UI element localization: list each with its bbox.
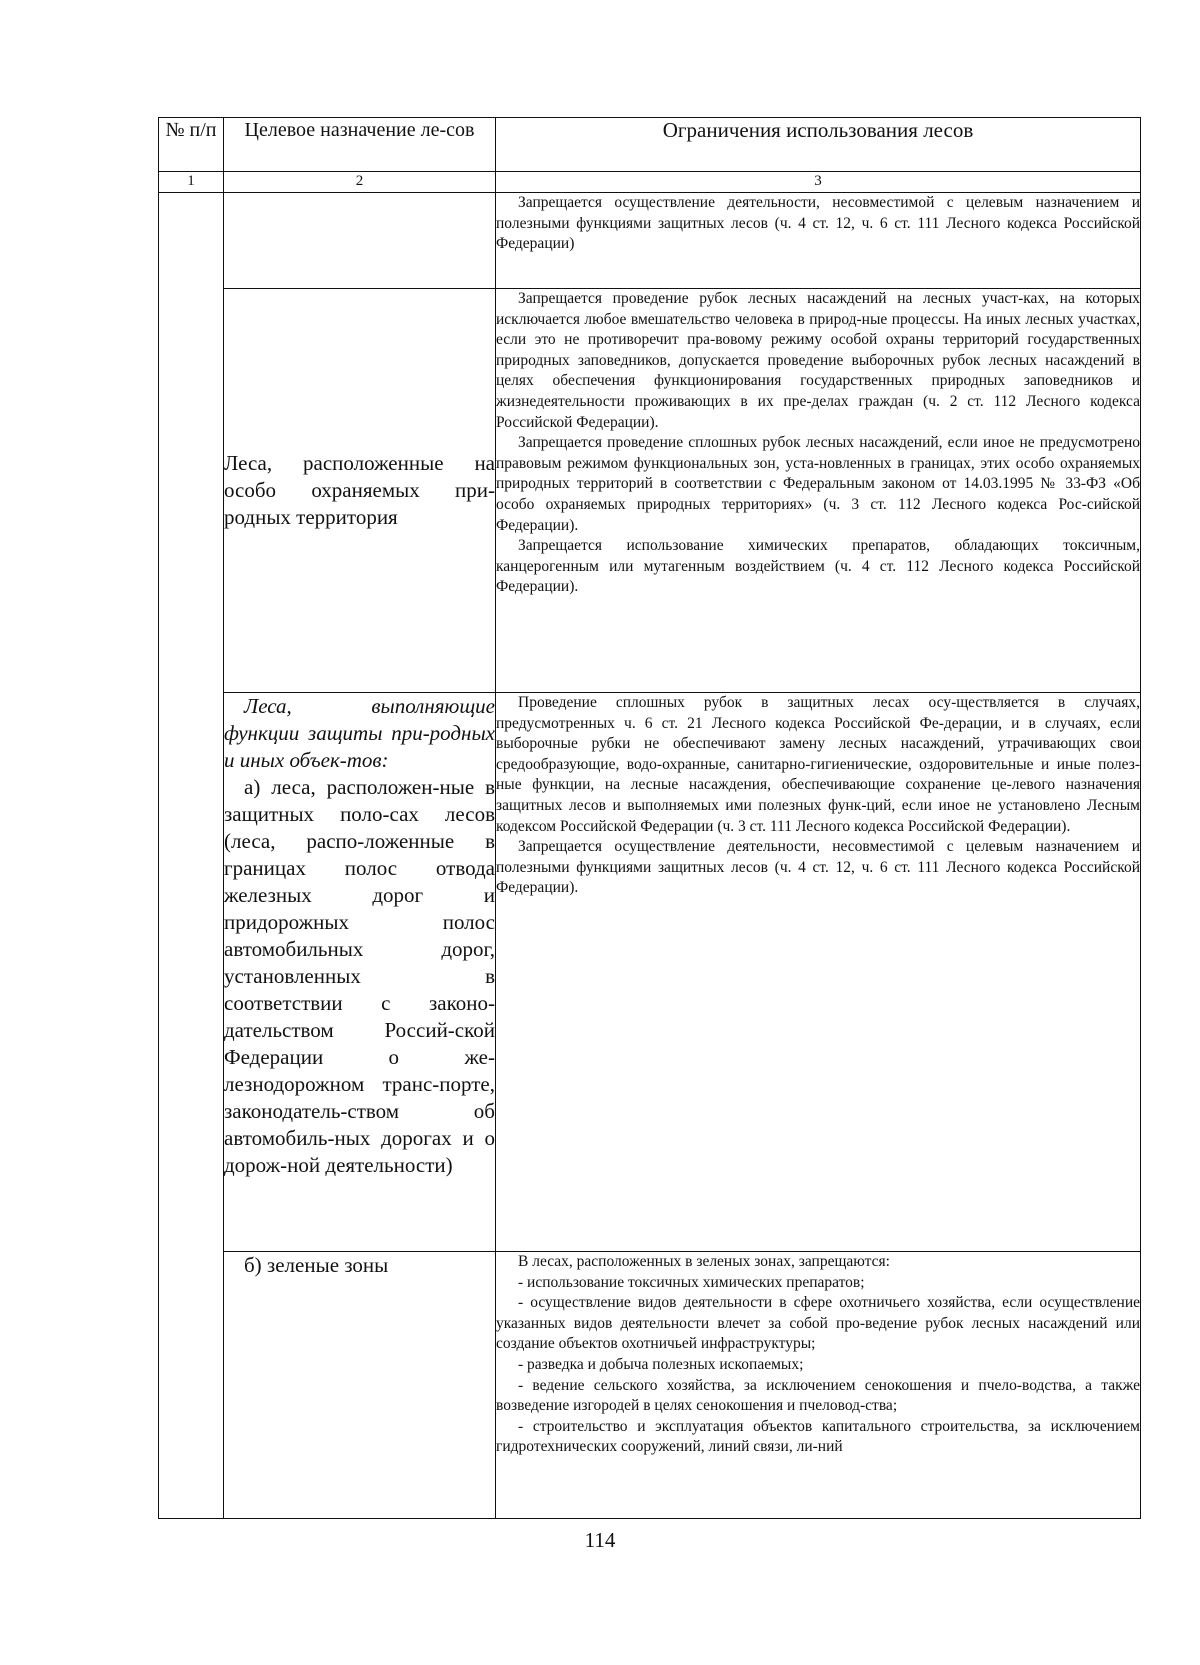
restriction-list-item: - осуществление видов деятельности в сфере охотничьего хозяйства, если осуществление указанных видов деятельности влечет за собой про-ведение рубок лесных насаждений или создание объектов охотничьей инфраструктуры; bbox=[496, 1294, 1140, 1353]
number-cell bbox=[159, 193, 224, 1519]
restriction-paragraph: Запрещается проведение сплошных рубок лесных насаждений, если иное не предусмотрено правовым режимом функциональных зон, уста-новленных в границах, этих особо охраняемых природных территорий в соответствии с Федеральным законом от 14.03.1995 № 33-ФЗ «Об особо охраняемых природных территориях» (ч. 3 ст. 112 Лесного кодекса Рос-сийской Федерации). bbox=[496, 434, 1140, 534]
table-row bbox=[159, 1252, 1141, 1519]
restriction-paragraph: В лесах, расположенных в зеленых зонах, запрещаются: bbox=[518, 1253, 890, 1270]
column-number: 1 bbox=[159, 172, 224, 193]
table-row bbox=[159, 289, 1141, 693]
restriction-paragraph: Запрещается осуществление деятельности, несовместимой с целевым назначением и полезными функциями защитных лесов (ч. 4 ст. 12, ч. 6 ст. 111 Лесного кодекса Российской Федерации) bbox=[496, 194, 1140, 253]
restriction-list-item: - ведение сельского хозяйства, за исключением сенокошения и пчело-водства, а также возведение изгородей в целях сенокошения и пчеловод-ства; bbox=[496, 1376, 1140, 1415]
restriction-paragraph: Запрещается использование химических препаратов, обладающих токсичным, канцерогенным или мутагенным воздействием (ч. 4 ст. 112 Лесного кодекса Российской Федерации). bbox=[496, 537, 1140, 596]
purpose-text: б) зеленые зоны bbox=[244, 1253, 389, 1277]
purpose-text: а) леса, расположен-ные в защитных поло-сах лесов (леса, распо-ложенные в границах полос отвода железных дорог и придорожных полос автомобильных дорог, установленных в соответствии с законо-дательством Россий-ской Федерации о же-лезнодорожном транс-порте, законодатель-ством об автомобиль-ных дорогах и о дорож-ной деятельности) bbox=[224, 775, 495, 1177]
purpose-text: Леса, расположенные на особо охраняемых при-родных территория bbox=[224, 451, 495, 529]
header-purpose: Целевое назначение ле-сов bbox=[224, 118, 496, 172]
purpose-heading-italic: Леса, выполняющие функции защиты при-родных и иных объек-тов: bbox=[224, 694, 495, 772]
table-row bbox=[159, 693, 1141, 1252]
purpose-cell bbox=[224, 693, 496, 1252]
restriction-paragraph: Запрещается осуществление деятельности, несовместимой с целевым назначением и полезными функциями защитных лесов (ч. 4 ст. 12, ч. 6 ст. 111 Лесного кодекса Российской Федерации). bbox=[496, 838, 1140, 897]
restriction-list-item: - использование токсичных химических препаратов; bbox=[518, 1273, 865, 1291]
restrictions-cell bbox=[496, 289, 1141, 693]
purpose-cell bbox=[224, 193, 496, 289]
restriction-paragraph: Запрещается проведение рубок лесных насаждений на лесных участ-ках, на которых исключается любое вмешательство человека в природ-ные процессы. На иных лесных участках, если это не противоречит пра-вовому режиму особой охраны территорий государственных природных заповедников, допускается проведение выборочных рубок лесных насаждений в целях обеспечения функционирования государственных природных заповедников и жизнедеятельности проживающих в их пре-делах граждан (ч. 2 ст. 112 Лесного кодекса Российской Федерации). bbox=[496, 290, 1140, 431]
header-number: № п/п bbox=[159, 118, 224, 172]
table-row bbox=[159, 193, 1141, 289]
column-number-row bbox=[159, 172, 1141, 193]
purpose-cell bbox=[224, 1252, 496, 1519]
purpose-cell bbox=[224, 289, 496, 693]
restriction-paragraph: Проведение сплошных рубок в защитных лесах осу-ществляется в случаях, предусмотренных ч. 6 ст. 21 Лесного кодекса Российской Фе-дерации, и в случаях, если выборочные рубки не обеспечивают замену лесных насаждений, утрачивающих свои средообразующие, водо-охранные, санитарно-гигиенические, оздоровительные и иные полез-ные функции, на лесные насаждения, обеспечивающие сохранение це-левого назначения защитных лесов и выполняемых ими полезных функ-ций, если иное не установлено Лесным кодексом Российской Федерации (ч. 3 ст. 111 Лесного кодекса Российской Федерации). bbox=[496, 694, 1140, 835]
page-number: 114 bbox=[584, 1528, 616, 1552]
restriction-list-item: - разведка и добыча полезных ископаемых; bbox=[518, 1355, 804, 1373]
table-header-row bbox=[159, 118, 1141, 172]
restriction-list-item: - строительство и эксплуатация объектов капитального строительства, за исключением гидротехнических сооружений, линий связи, ли-ний bbox=[496, 1417, 1140, 1456]
restrictions-cell bbox=[496, 193, 1141, 289]
restrictions-cell bbox=[496, 1252, 1141, 1519]
restrictions-table bbox=[158, 117, 1141, 1519]
restrictions-cell bbox=[496, 693, 1141, 1252]
header-restrictions: Ограничения использования лесов bbox=[496, 118, 1141, 172]
column-number: 2 bbox=[224, 172, 496, 193]
column-number: 3 bbox=[496, 172, 1141, 193]
